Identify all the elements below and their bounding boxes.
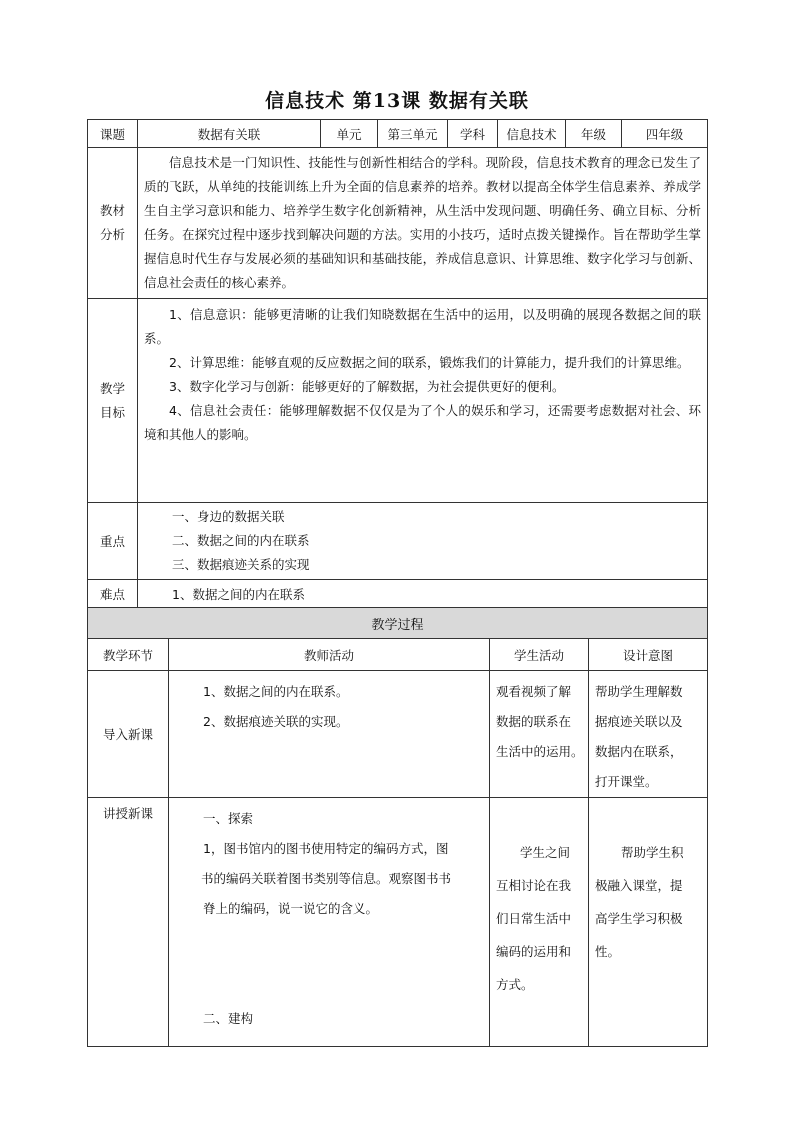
- subject-label: 学科: [448, 120, 498, 148]
- goals-list: [138, 299, 708, 503]
- difficulty-row: [88, 580, 708, 608]
- grade-value: 四年级: [622, 120, 708, 148]
- intro-teacher: [169, 671, 490, 798]
- goal-item: 1、信息意识：能够更清晰的让我们知晓数据在生活中的运用，以及明确的展现各数据之间的联系。: [144, 307, 701, 346]
- key-point-item: 二、数据之间的内在联系: [172, 533, 310, 548]
- col-student: 学生活动: [490, 639, 589, 671]
- teacher-heading: 一、探索: [203, 811, 254, 826]
- document-title: 信息技术 第13课 数据有关联: [265, 90, 529, 112]
- lecture-student: 学生之间 互相讨论在我 们日常生活中 编码的运用和 方式。: [490, 798, 589, 1047]
- key-points-list: [138, 503, 708, 580]
- difficulty-text: 1、数据之间的内在联系: [138, 580, 708, 608]
- goals-label: 教学 目标: [88, 299, 138, 503]
- topic-value: 数据有关联: [138, 120, 321, 148]
- lesson-info-table: [87, 119, 708, 608]
- col-teacher: 教师活动: [169, 639, 490, 671]
- unit-label: 单元: [321, 120, 378, 148]
- key-points-row: [88, 503, 708, 580]
- lecture-row: [88, 798, 708, 1047]
- grade-label: 年级: [566, 120, 622, 148]
- teacher-heading: 二、建构: [203, 1011, 254, 1026]
- lecture-design: 帮助学生积 极融入课堂，提 高学生学习积极 性。: [589, 798, 708, 1047]
- teaching-process-table: [87, 607, 708, 1047]
- stage-lecture: 讲授新课: [88, 798, 169, 1047]
- key-point-item: 一、身边的数据关联: [172, 509, 285, 524]
- difficulty-label: 难点: [88, 580, 138, 608]
- process-header-row: [88, 639, 708, 671]
- topic-label: 课题: [88, 120, 138, 148]
- goal-item: 2、计算思维：能够直观的反应数据之间的联系，锻炼我们的计算能力，提升我们的计算思维。: [169, 355, 690, 370]
- analysis-label: 教材 分析: [88, 148, 138, 299]
- analysis-row: [88, 148, 708, 299]
- intro-row: [88, 671, 708, 798]
- goal-item: 4、信息社会责任：能够理解数据不仅仅是为了个人的娱乐和学习，还需要考虑数据对社会、环境和其他人的影响。: [144, 403, 701, 442]
- info-header-row: [88, 120, 708, 148]
- intro-student: 观看视频了解 数据的联系在 生活中的运用。: [490, 671, 589, 798]
- goals-row: [88, 299, 708, 503]
- subject-value: 信息技术: [498, 120, 566, 148]
- goal-item: 3、数字化学习与创新：能够更好的了解数据，为社会提供更好的便利。: [169, 379, 565, 394]
- teacher-item: 2、数据痕迹关联的实现。: [203, 714, 349, 729]
- lecture-teacher: 一、探索 1，图书馆内的图书使用特定的编码方式，图 书的编码关联着图书类别等信息。观察图书书 脊上的编码，说一说它的含义。 二、建构: [169, 798, 490, 1047]
- process-title: 教学过程: [88, 608, 708, 639]
- col-design: 设计意图: [589, 639, 708, 671]
- key-point-item: 三、数据痕迹关系的实现: [172, 557, 310, 572]
- key-points-label: 重点: [88, 503, 138, 580]
- analysis-text: 信息技术是一门知识性、技能性与创新性相结合的学科。现阶段，信息技术教育的理念已发生了质的飞跃，从单纯的技能训练上升为全面的信息素养的培养。教材以提高全体学生信息素养、养成学生自主学习意识和能力、培养学生数字化创新精神，从生活中发现问题、明确任务、确立目标、分析任务。在探究过程中逐步找到解决问题的方法。实用的小技巧，适时点拨关键操作。旨在帮助学生掌握信息时代生存与发展必须的基础知识和基础技能，养成信息意识、计算思维、数字化学习与创新、信息社会责任的核心素养。: [138, 148, 708, 299]
- unit-value: 第三单元: [378, 120, 448, 148]
- col-stage: 教学环节: [88, 639, 169, 671]
- process-title-row: [88, 608, 708, 639]
- teacher-item: 1、数据之间的内在联系。: [203, 684, 349, 699]
- intro-design: 帮助学生理解数 据痕迹关联以及 数据内在联系， 打开课堂。: [589, 671, 708, 798]
- stage-intro: 导入新课: [88, 671, 169, 798]
